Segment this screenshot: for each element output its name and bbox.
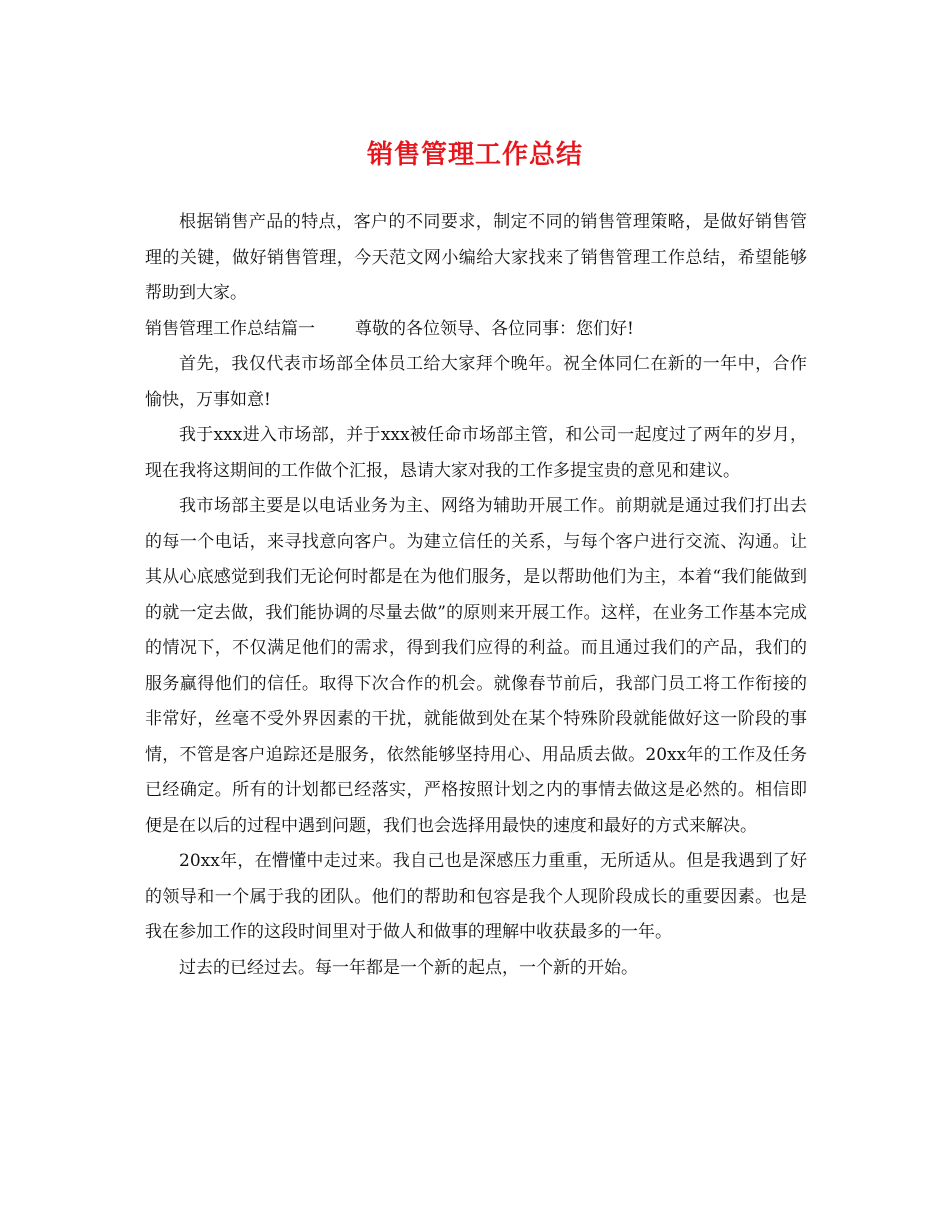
- section-heading: 销售管理工作总结篇一: [145, 318, 315, 339]
- section-heading-line: [145, 312, 807, 348]
- document-body: [145, 205, 807, 986]
- paragraph: 我市场部主要是以电话业务为主、网络为辅助开展工作。前期就是通过我们打出去的每一个电话，来寻找意向客户。为建立信任的关系，与每个客户进行交流、沟通。让其从心底感觉到我们无论何时都是在为他们服务，是以帮助他们为主，本着“我们能做到的就一定去做，我们能协调的尽量去做”的原则来开展工作。这样，在业务工作基本完成的情况下，不仅满足他们的需求，得到我们应得的利益。而且通过我们的产品，我们的服务赢得他们的信任。取得下次合作的机会。就像春节前后，我部门员工将工作衔接的非常好，丝毫不受外界因素的干扰，就能做到处在某个特殊阶段就能做好这一阶段的事情，不管是客户追踪还是服务，依然能够坚持用心、用品质去做。20xx年的工作及任务已经确定。所有的计划都已经落实，严格按照计划之内的事情去做这是必然的。相信即便是在以后的过程中遇到问题，我们也会选择用最快的速度和最好的方式来解决。: [145, 496, 807, 836]
- greeting: 尊敬的各位领导、各位同事：您们好!: [355, 318, 634, 339]
- paragraph: 过去的已经过去。每一年都是一个新的起点，一个新的开始。: [179, 957, 638, 978]
- paragraph: 20xx年，在懵懂中走过来。我自己也是深感压力重重，无所适从。但是我遇到了好的领导和一个属于我的团队。他们的帮助和包容是我个人现阶段成长的重要因素。也是我在参加工作的这段时间里对于做人和做事的理解中收获最多的一年。: [145, 851, 807, 942]
- document-title: 销售管理工作总结: [366, 140, 583, 170]
- intro-paragraph: 根据销售产品的特点，客户的不同要求，制定不同的销售管理策略，是做好销售管理的关键，做好销售管理，今天范文网小编给大家找来了销售管理工作总结，希望能够帮助到大家。: [145, 212, 807, 303]
- paragraph: 我于xxx进入市场部，并于xxx被任命市场部主管，和公司一起度过了两年的岁月，现在我将这期间的工作做个汇报，恳请大家对我的工作多提宝贵的意见和建议。: [145, 425, 807, 481]
- paragraph: 首先，我仅代表市场部全体员工给大家拜个晚年。祝全体同仁在新的一年中，合作愉快，万事如意!: [145, 354, 807, 410]
